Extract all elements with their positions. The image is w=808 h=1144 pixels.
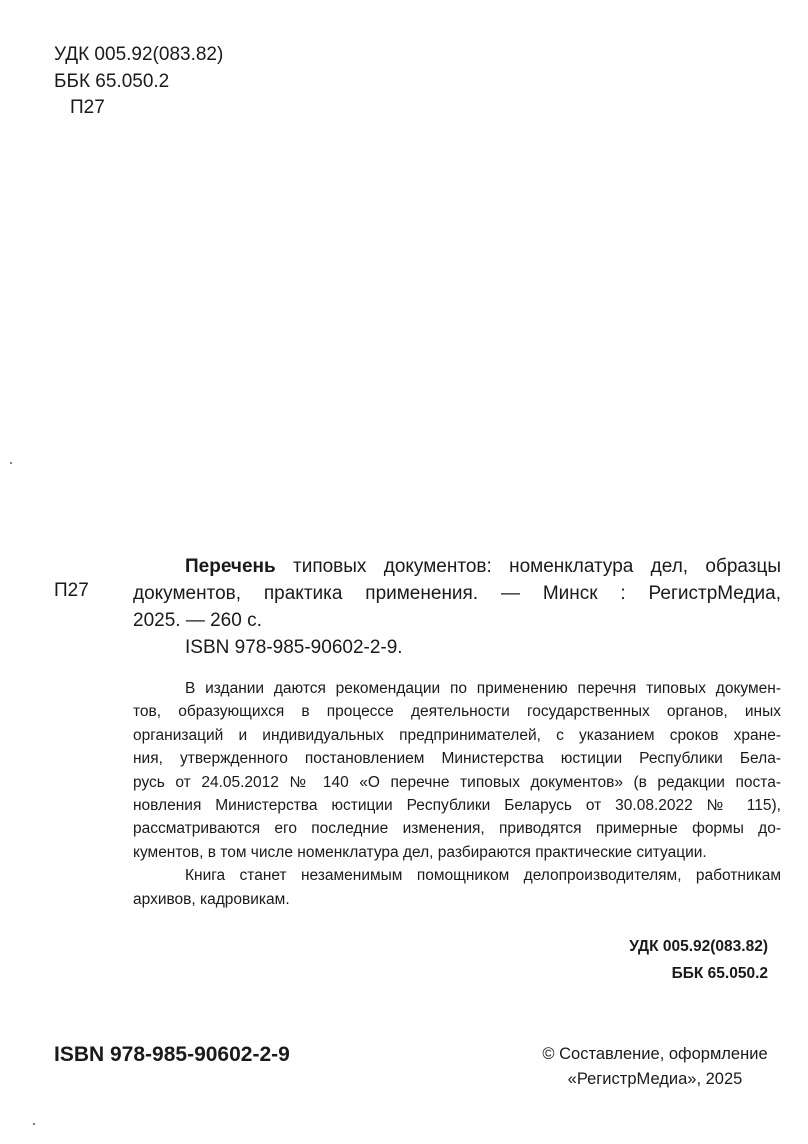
annotation-line: архивов, кадровикам.	[133, 890, 290, 908]
udk-code-top: УДК 005.92(083.82)	[54, 44, 224, 65]
biblio-line-3: 2025. — 260 с.	[133, 610, 262, 631]
biblio-title-bold: Перечень	[185, 556, 276, 577]
biblio-line-1	[133, 553, 781, 580]
annotation-line: тов, образующихся в процессе деятельности государственных органов, иных	[133, 703, 781, 721]
isbn-main: ISBN 978-985-90602-2-9	[54, 1043, 290, 1066]
biblio-line-2: документов, практика применения. — Минск : РегистрМедиа,	[133, 583, 781, 604]
annotation	[133, 677, 781, 911]
annotation-line: рассматриваются его последние изменения, приводятся примерные формы до-	[133, 820, 781, 838]
copyright-notice	[535, 1042, 775, 1092]
biblio-isbn: ISBN 978-985-90602-2-9.	[185, 637, 403, 658]
annotation-line: ния, утвержденного постановлением Министерства юстиции Республики Бела-	[133, 750, 781, 768]
bibliographic-record	[133, 553, 781, 661]
scan-speck	[10, 462, 12, 464]
bbk-code-top: ББК 65.050.2	[54, 71, 170, 92]
annotation-line: Книга станет незаменимым помощником делопроизводителям, работникам	[185, 867, 781, 885]
udk-code-bottom: УДК 005.92(083.82)	[629, 938, 768, 955]
author-code-left: П27	[54, 580, 89, 601]
annotation-line: русь от 24.05.2012 № 140 «О перечне типовых документов» (в редакции поста-	[133, 773, 781, 791]
author-code-top: П27	[70, 97, 105, 118]
scan-speck	[33, 1123, 35, 1125]
biblio-title-rest: типовых документов: номенклатура дел, образцы	[275, 556, 781, 577]
bbk-code-bottom: ББК 65.050.2	[671, 965, 768, 982]
copyright-line-1: © Составление, оформление	[542, 1045, 768, 1063]
annotation-line: новления Министерства юстиции Республики Беларусь от 30.08.2022 № 115),	[133, 797, 781, 815]
annotation-line: кументов, в том числе номенклатура дел, разбираются практические ситуации.	[133, 843, 707, 861]
annotation-line: организаций и индивидуальных предпринимателей, с указанием сроков хране-	[133, 726, 781, 744]
annotation-line: В издании даются рекомендации по применению перечня типовых докумен-	[185, 680, 781, 697]
copyright-line-2: «РегистрМедиа», 2025	[567, 1070, 743, 1088]
